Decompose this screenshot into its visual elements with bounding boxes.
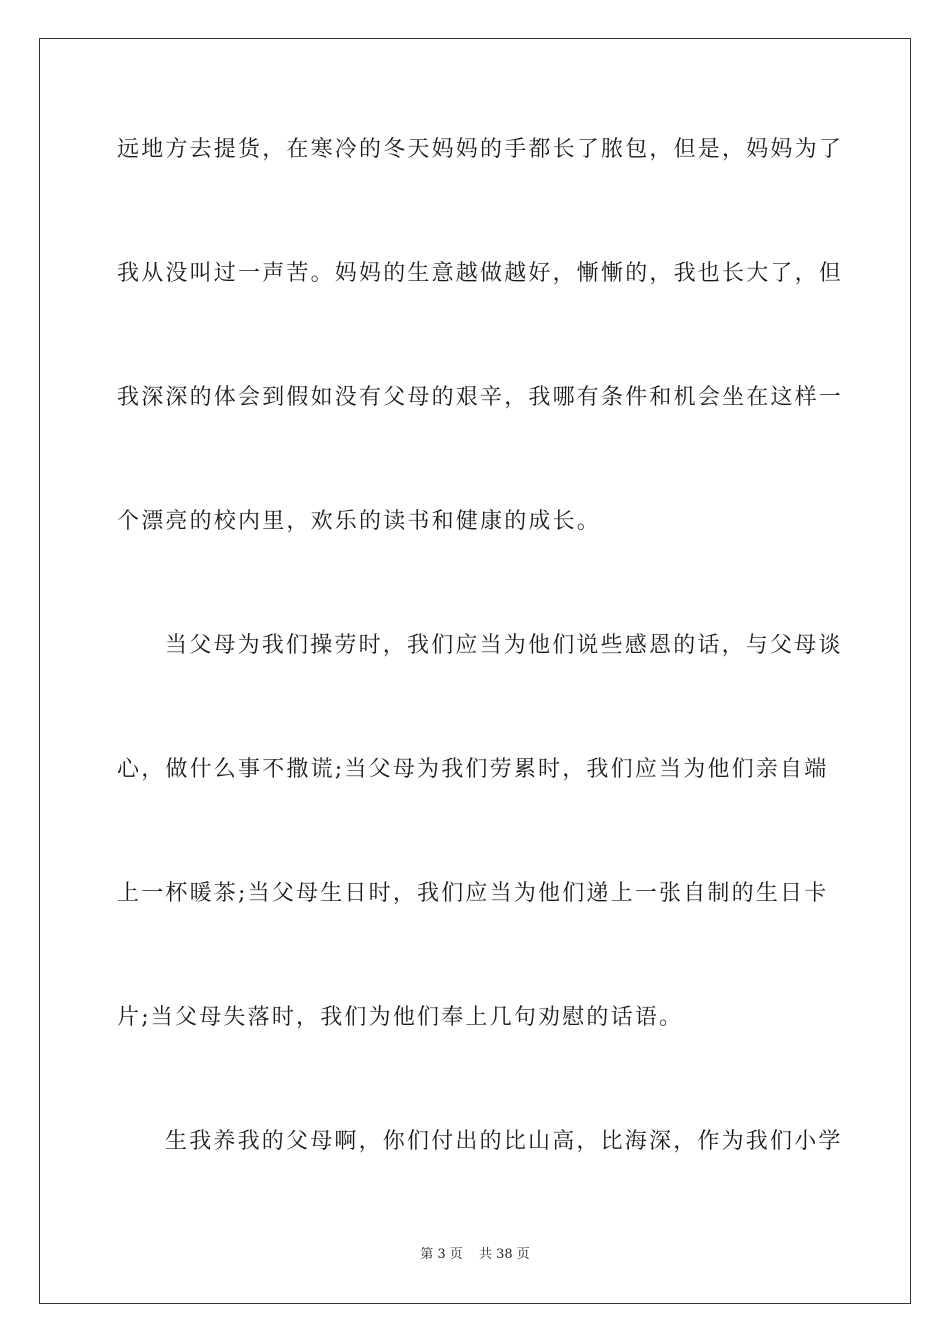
paragraph-start-line: 当父母为我们操劳时，我们应当为他们说些感恩的话，与父母谈 [165, 633, 843, 658]
page-footer [0, 1246, 950, 1264]
text-line: 片;当父母失落时，我们为他们奉上几句劝慰的话语。 [117, 1005, 684, 1030]
page-number: 第 3 页 [420, 1247, 463, 1262]
page-frame [39, 38, 911, 1304]
page-total: 共 38 页 [478, 1247, 530, 1262]
text-line: 心，做什么事不撒谎;当父母为我们劳累时，我们应当为他们亲自端 [117, 757, 829, 782]
text-line: 我从没叫过一声苦。妈妈的生意越做越好，慚慚的，我也长大了，但 [117, 261, 844, 286]
text-line: 个漂亮的校内里，欢乐的读书和健康的成长。 [117, 509, 602, 534]
text-line: 我深深的体会到假如没有父母的艰辛，我哪有条件和机会坐在这样一 [117, 385, 844, 410]
text-line: 远地方去提货，在寒冷的冬天妈妈的手都长了脓包，但是，妈妈为了 [117, 137, 844, 162]
paragraph-start-line: 生我养我的父母啊，你们付出的比山高，比海深，作为我们小学 [165, 1129, 843, 1154]
text-line: 上一杯暖茶;当父母生日时，我们应当为他们递上一张自制的生日卡 [117, 881, 829, 906]
